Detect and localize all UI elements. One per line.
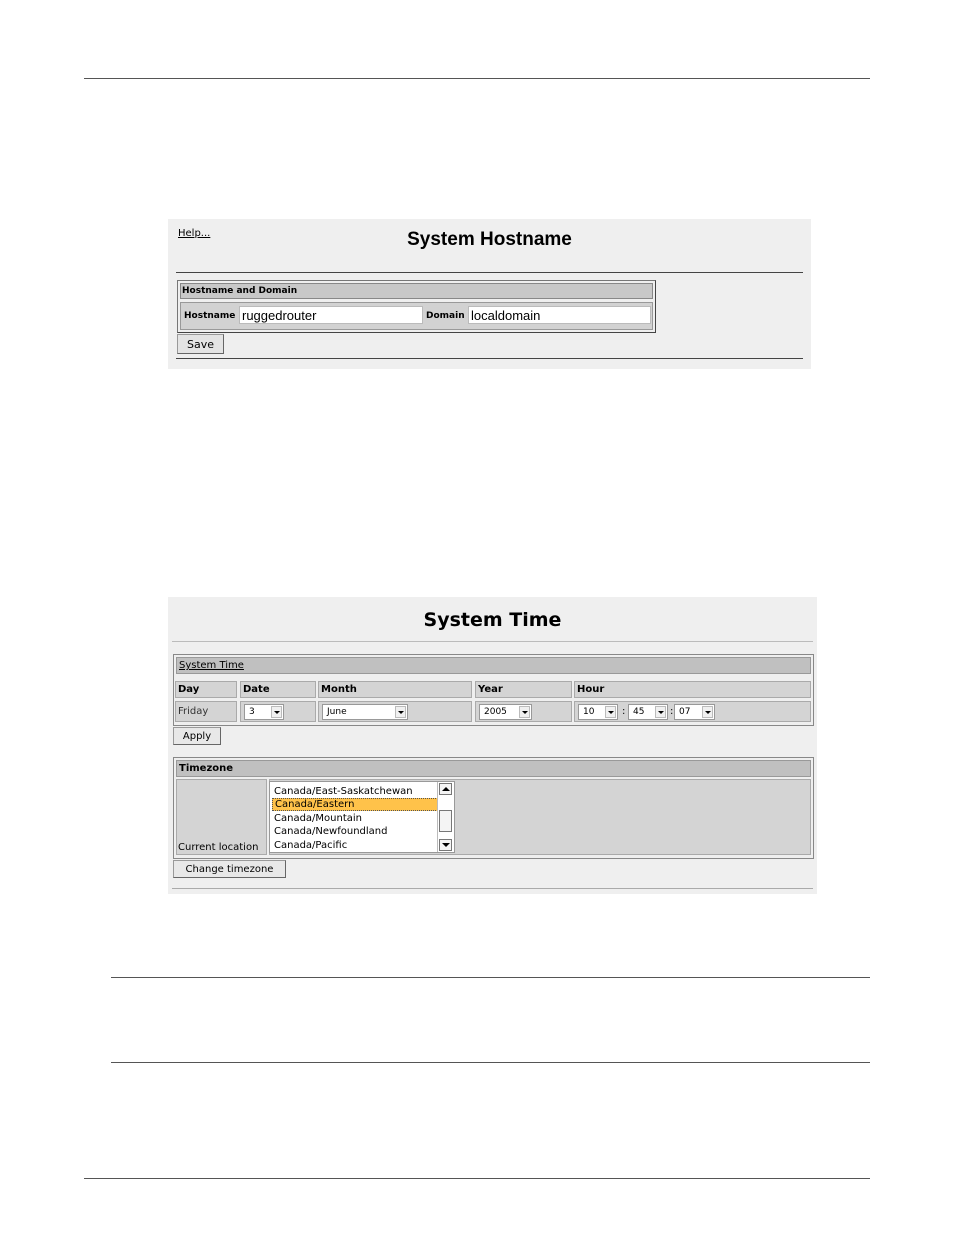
change-timezone-button[interactable]: Change timezone (173, 860, 286, 878)
minute-select[interactable] (628, 704, 668, 720)
domain-input[interactable] (468, 306, 651, 324)
chevron-down-icon (519, 706, 530, 718)
hostname-input[interactable] (239, 306, 423, 324)
scroll-up-icon[interactable] (439, 783, 452, 795)
hostname-domain-fieldset (177, 280, 656, 333)
date-select[interactable] (244, 704, 284, 720)
month-select-value: June (327, 707, 347, 717)
hostname-label: Hostname (184, 311, 236, 321)
timezone-option[interactable]: Canada/Pacific (274, 840, 348, 851)
system-time-link[interactable]: System Time (179, 660, 244, 671)
listbox-scrollbar[interactable] (437, 782, 454, 852)
divider (172, 888, 813, 889)
timezone-option[interactable]: Canada/East-Saskatchewan (274, 786, 413, 797)
section-header-label: Hostname and Domain (182, 286, 298, 296)
col-month: Month (318, 681, 472, 698)
chevron-down-icon (655, 706, 666, 718)
month-cell (318, 701, 472, 722)
section-header (180, 283, 653, 299)
help-link[interactable]: Help... (178, 228, 211, 239)
system-time-title: System Time (423, 609, 562, 631)
chevron-down-icon (702, 706, 713, 718)
domain-label: Domain (426, 311, 465, 321)
date-select-value: 3 (249, 707, 255, 717)
year-select[interactable] (479, 704, 532, 720)
time-separator: : (670, 706, 674, 717)
hostname-panel (168, 219, 811, 369)
scroll-down-icon[interactable] (439, 839, 452, 851)
system-time-panel (168, 597, 817, 894)
apply-button[interactable]: Apply (173, 727, 221, 745)
hour-select[interactable] (578, 704, 618, 720)
chevron-down-icon (271, 706, 282, 718)
footer-rule (84, 1178, 870, 1179)
divider (176, 358, 803, 359)
year-cell (475, 701, 572, 722)
second-select[interactable] (674, 704, 715, 720)
header-rule (84, 78, 870, 79)
timezone-option-selected[interactable]: Canada/Eastern (272, 798, 438, 811)
month-select[interactable] (322, 704, 408, 720)
note-rule-top (111, 977, 870, 978)
timezone-option[interactable]: Canada/Mountain (274, 813, 363, 824)
current-location-cell (176, 779, 267, 855)
year-select-value: 2005 (484, 707, 507, 717)
col-hour: Hour (574, 681, 811, 698)
timezone-listbox[interactable] (269, 781, 455, 853)
hour-cell (574, 701, 811, 722)
save-button[interactable]: Save (177, 334, 224, 354)
hour-select-value: 10 (583, 707, 595, 717)
system-time-fieldset (173, 654, 814, 726)
divider (172, 641, 813, 642)
minute-select-value: 45 (633, 707, 645, 717)
divider (176, 272, 803, 273)
note-rule-bottom (111, 1062, 870, 1063)
scroll-thumb[interactable] (439, 810, 452, 832)
col-year: Year (475, 681, 572, 698)
time-separator: : (622, 706, 626, 717)
col-day: Day (175, 681, 237, 698)
hostname-panel-title: System Hostname (407, 229, 572, 250)
system-time-section-header (176, 657, 811, 674)
day-value: Friday (175, 701, 237, 722)
current-location-label: Current location (178, 842, 259, 853)
timezone-header: Timezone (176, 760, 811, 777)
hostname-row (180, 302, 653, 330)
date-cell (240, 701, 316, 722)
chevron-down-icon (395, 706, 406, 718)
col-date: Date (240, 681, 316, 698)
timezone-option[interactable]: Canada/Newfoundland (274, 826, 388, 837)
chevron-down-icon (605, 706, 616, 718)
second-select-value: 07 (679, 707, 691, 717)
